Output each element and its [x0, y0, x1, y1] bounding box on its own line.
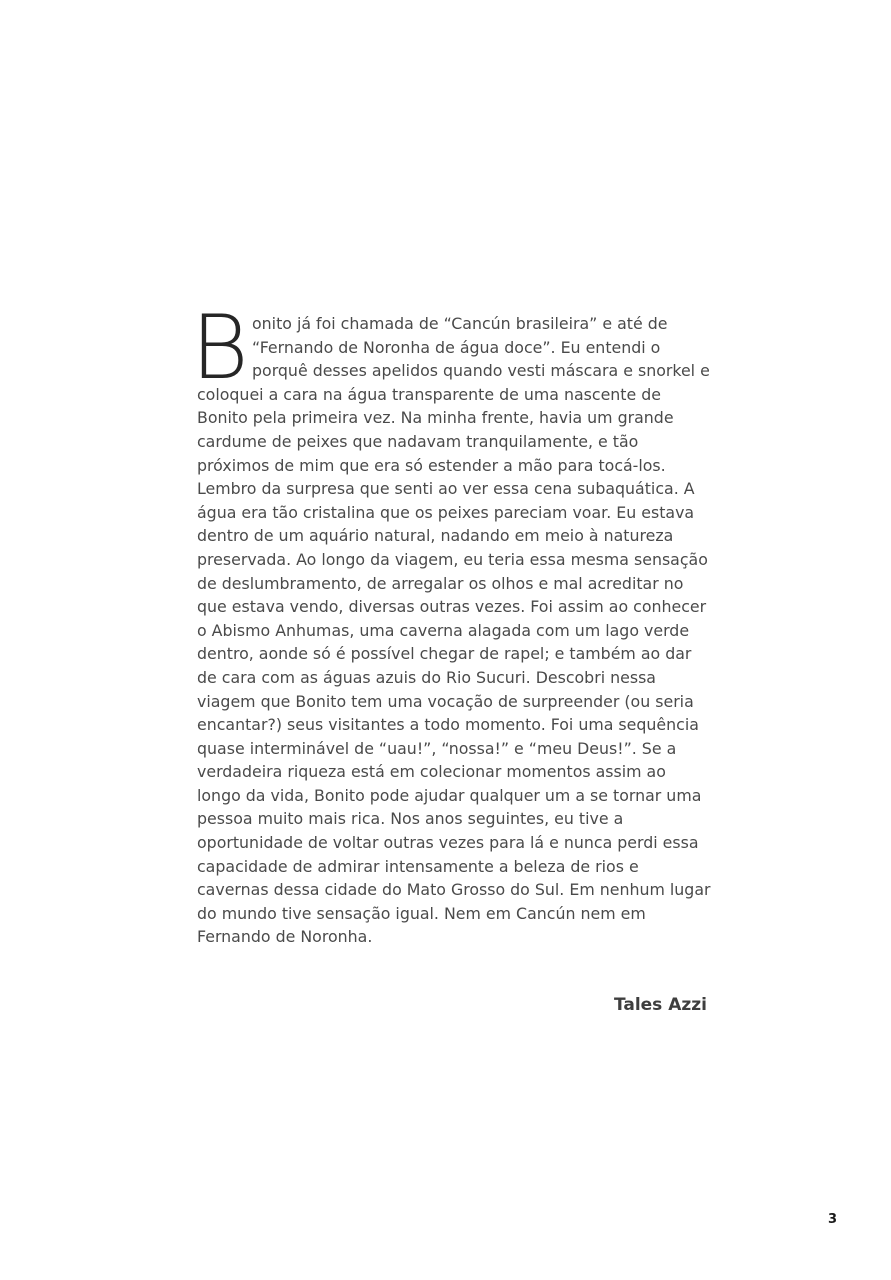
article-line: oportunidade de voltar outras vezes para lá e nunca perdi essa — [197, 833, 699, 853]
article-line: do mundo tive sensação igual. Nem em Cancún nem em — [197, 903, 646, 923]
article-line: dentro de um aquário natural, nadando em meio à natureza — [197, 526, 674, 546]
drop-cap: B — [191, 296, 249, 399]
article-line: Lembro da surpresa que senti ao ver essa cena subaquática. A — [197, 479, 695, 499]
article-line: cavernas dessa cidade do Mato Grosso do Sul. Em nenhum lugar — [197, 880, 711, 900]
article-line: quase interminável de “uau!”, “nossa!” e “meu Deus!”. Se a — [197, 738, 677, 758]
article-line: água era tão cristalina que os peixes pareciam voar. Eu estava — [197, 502, 695, 522]
article-line: capacidade de admirar intensamente a beleza de rios e — [197, 856, 639, 876]
page-number: 3 — [827, 1212, 837, 1227]
article-line: de cara com as águas azuis do Rio Sucuri. Descobri nessa — [197, 667, 656, 687]
article-line: de deslumbramento, de arregalar os olhos e mal acreditar no — [197, 573, 684, 593]
article-line: pessoa muito mais rica. Nos anos seguintes, eu tive a — [197, 809, 624, 829]
article-line: “Fernando de Noronha de água doce”. Eu entendi o — [252, 337, 661, 357]
article-line: longo da vida, Bonito pode ajudar qualquer um a se tornar uma — [197, 785, 702, 805]
article-line: Fernando de Noronha. — [197, 927, 373, 947]
article-line: Bonito pela primeira vez. Na minha frente, havia um grande — [197, 408, 674, 428]
article-line: cardume de peixes que nadavam tranquilamente, e tão — [197, 431, 639, 451]
article-line: que estava vendo, diversas outras vezes. Foi assim ao conhecer — [197, 597, 707, 617]
article-line: próximos de mim que era só estender a mão para tocá-los. — [197, 455, 666, 475]
article-line: coloquei a cara na água transparente de uma nascente de — [197, 384, 661, 404]
article-line: onito já foi chamada de “Cancún brasileira” e até de — [252, 314, 668, 333]
article-line: o Abismo Anhumas, uma caverna alagada com um lago verde — [197, 620, 690, 640]
article-line: preservada. Ao longo da viagem, eu teria essa mesma sensação — [197, 549, 708, 569]
article-body — [191, 296, 711, 949]
article-line: porquê desses apelidos quando vesti máscara e snorkel e — [252, 361, 710, 381]
article-line: verdadeira riqueza está em colecionar momentos assim ao — [197, 762, 666, 782]
article-line: dentro, aonde só é possível chegar de rapel; e também ao dar — [197, 644, 692, 664]
article-line: encantar?) seus visitantes a todo momento. Foi uma sequência — [197, 715, 699, 735]
article-line: viagem que Bonito tem uma vocação de surpreender (ou seria — [197, 691, 694, 711]
author-name: Tales Azzi — [613, 995, 707, 1015]
